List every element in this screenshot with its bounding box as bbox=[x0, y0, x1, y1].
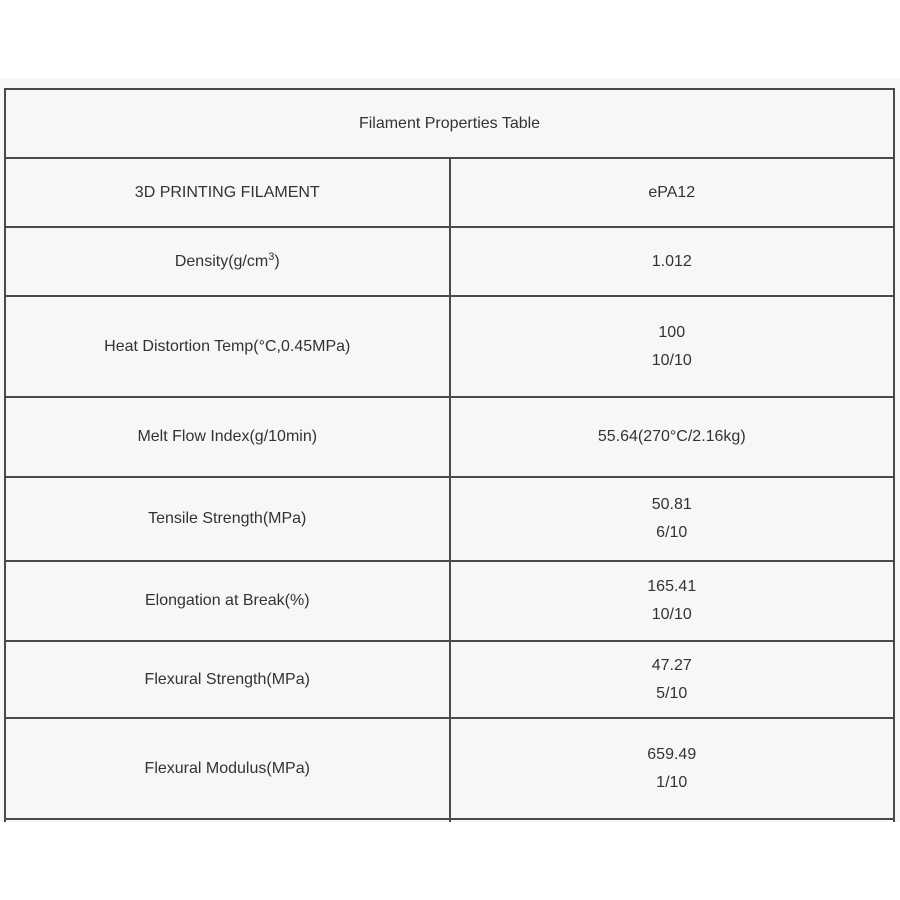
table-row bbox=[5, 477, 894, 561]
value-primary: 100 bbox=[658, 323, 686, 341]
value-primary: 55.64(270°C/2.16kg) bbox=[597, 428, 746, 445]
row-value bbox=[450, 477, 895, 561]
filament-properties-table bbox=[4, 88, 895, 822]
table-row bbox=[5, 718, 894, 819]
row-label: Flexural Modulus(MPa) bbox=[5, 718, 450, 819]
table-row bbox=[5, 561, 894, 641]
row-label: Tensile Strength(MPa) bbox=[5, 477, 450, 561]
label-text: Density(g/cm bbox=[174, 252, 269, 270]
value-primary: 1.012 bbox=[651, 252, 692, 270]
row-label: Melt Flow Index(g/10min) bbox=[5, 397, 450, 477]
value-primary: 165.41 bbox=[647, 578, 697, 595]
table-row-partial bbox=[5, 819, 894, 822]
row-value bbox=[450, 641, 895, 718]
row-value-cut-off bbox=[450, 819, 895, 822]
row-label: Flexural Strength(MPa) bbox=[5, 641, 450, 718]
value-rating: 5/10 bbox=[656, 684, 688, 702]
table-row bbox=[5, 641, 894, 718]
header-row bbox=[5, 158, 894, 227]
row-value bbox=[450, 397, 895, 477]
value-primary: 659.49 bbox=[647, 745, 697, 763]
row-value bbox=[450, 227, 895, 296]
table-row bbox=[5, 296, 894, 397]
caption-row bbox=[5, 89, 894, 158]
row-label bbox=[5, 227, 450, 296]
row-value bbox=[450, 718, 895, 819]
row-label: Elongation at Break(%) bbox=[5, 561, 450, 641]
value-rating: 6/10 bbox=[656, 524, 688, 541]
value-primary: 50.81 bbox=[651, 496, 692, 513]
table-row bbox=[5, 227, 894, 296]
row-label: Heat Distortion Temp(°C,0.45MPa) bbox=[5, 296, 450, 397]
row-value bbox=[450, 561, 895, 641]
header-value: ePA12 bbox=[450, 158, 895, 227]
header-label: 3D PRINTING FILAMENT bbox=[5, 158, 450, 227]
row-value bbox=[450, 296, 895, 397]
table-row bbox=[5, 397, 894, 477]
value-rating: 1/10 bbox=[656, 773, 688, 791]
table-viewport bbox=[0, 78, 900, 822]
table-caption: Filament Properties Table bbox=[5, 89, 894, 158]
value-rating: 10/10 bbox=[651, 606, 692, 623]
label-tail: ) bbox=[274, 252, 280, 270]
value-rating: 10/10 bbox=[651, 351, 692, 369]
value-primary: 47.27 bbox=[651, 656, 692, 674]
row-label-cut-off bbox=[5, 819, 450, 822]
label-superscript: 3 bbox=[268, 250, 275, 263]
